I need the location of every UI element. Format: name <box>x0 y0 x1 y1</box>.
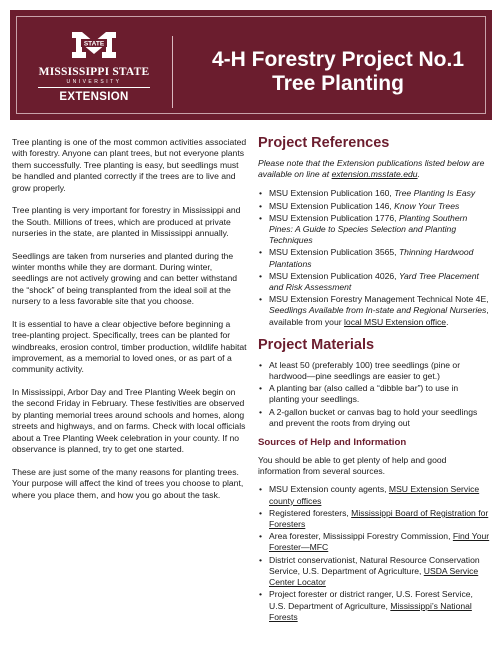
list-item: • A 2-gallon bucket or canvas bag to hold your seedlings and prevent the roots from drying out <box>258 407 490 429</box>
sources-intro: You should be able to get plenty of help and good information from several sources. <box>258 455 447 477</box>
logo-university: UNIVERSITY <box>66 79 122 85</box>
sidebar-column <box>258 134 490 631</box>
intro-column <box>12 137 248 512</box>
list-item: • MSU Extension Publication 4026, Yard Tree Placement and Risk Assessment <box>258 271 490 293</box>
sources-heading: Sources of Help and Information <box>258 437 407 449</box>
emblem-text: STATE <box>83 40 105 48</box>
list-item: • Area forester, Mississippi Forestry Commission, Find Your Forester—MFC <box>258 531 490 553</box>
list-item: • District conservationist, Natural Resource Conservation Service, U.S. Department of Agriculture, USDA Service Center Locator <box>258 555 490 589</box>
msu-extension-logo <box>26 28 166 108</box>
logo-extension: EXTENSION <box>59 91 129 103</box>
references-note: Please note that the Extension publications listed below are available on line at extension.msstate.edu. <box>258 158 485 180</box>
board-of-foresters-link[interactable]: Mississippi Board of Registration for Foresters <box>269 507 489 530</box>
title-line-1: 4-H Forestry Project No.1 <box>211 48 465 71</box>
logo-institution: MISSISSIPPI STATE <box>38 66 150 78</box>
paragraph: It is essential to have a clear objective before beginning a tree-planting project. Specifically, trees can be planted for windbreaks, erosion control, timber production, wildlife habitat improvement, as a memorial to loved ones, or as part of a community activity. <box>12 318 247 375</box>
find-forester-link[interactable]: Find Your Forester—MFC <box>269 531 490 553</box>
references-heading: Project References <box>258 135 390 151</box>
paragraph: Seedlings are taken from nurseries and planted during the winter months while they are dormant. During winter, seedlings are not actively growing and can better withstand the “shock” of being transplanted from the ideal soil at the nursery to a less favorable site that you choose. <box>12 250 238 307</box>
header-divider <box>172 36 173 108</box>
national-forests-link[interactable]: Mississippi’s National Forests <box>269 600 472 622</box>
usda-locator-link[interactable]: USDA Service Center Locator <box>269 565 479 588</box>
paragraph: In Mississippi, Arbor Day and Tree Planting Week begin on the second Friday in February. These festivities are observed by planting memorial trees around schools and homes, along streets and highways, and on farms. Check with local officials about a Tree Planting Week celebration in your county. If no observance is planned, try to get one started. <box>12 387 246 455</box>
list-item: • Project forester or district ranger, U.S. Forest Service, U.S. Department of Agriculture, Mississippi’s National Forests <box>258 589 490 623</box>
list-item: • MSU Extension Publication 160, Tree Planting Is Easy <box>258 188 490 199</box>
logo-rule <box>38 87 150 88</box>
materials-heading: Project Materials <box>258 336 375 353</box>
page-title <box>178 48 498 96</box>
list-item: • A planting bar (also called a “dibble bar”) to use in planting your seedlings. <box>258 383 490 405</box>
list-item: • At least 50 (preferably 100) tree seedlings (pine or hardwood—pine seedlings are easier to get.) <box>258 360 490 382</box>
paragraph: These are just some of the many reasons for planting trees. Your purpose will affect the kind of trees you choose to plant, where you place them, and how you go about the task. <box>12 466 244 500</box>
list-item: • MSU Extension Publication 146, Know Your Trees <box>258 201 490 212</box>
paragraph: Tree planting is one of the most common activities associated with forestry. Anyone can plant trees, but not everyone plants them successfully. Tree planting is easy, but seedlings must be handled and planted correctly if the trees are to live and grow properly. <box>12 137 247 193</box>
list-item: • MSU Extension Publication 3565, Thinning Hardwood Plantations <box>258 247 490 269</box>
list-item: • MSU Extension Forestry Management Technical Note 4E, Seedlings Available from In-state and Regional Nurseries, available from your local MSU Extension office. <box>258 294 490 328</box>
local-office-link[interactable]: local MSU Extension office <box>344 316 447 327</box>
sources-list <box>258 484 490 622</box>
paragraph: Tree planting is very important for forestry in Mississippi and the South. Millions of trees, which are produced at private nurseries in the state, are planted in Mississippi annually. <box>12 205 241 239</box>
msu-emblem-icon <box>68 28 120 60</box>
extension-site-link[interactable]: extension.msstate.edu <box>331 169 418 180</box>
header-banner <box>10 10 492 120</box>
county-offices-link[interactable]: MSU Extension Service county offices <box>269 484 480 506</box>
materials-list <box>258 360 490 429</box>
list-item: • Registered foresters, Mississippi Board of Registration for Foresters <box>258 508 490 530</box>
title-line-2: Tree Planting <box>272 72 404 95</box>
list-item: • MSU Extension county agents, MSU Extension Service county offices <box>258 484 490 506</box>
references-list <box>258 188 490 327</box>
list-item: • MSU Extension Publication 1776, Planting Southern Pines: A Guide to Species Selection and Planting Techniques <box>258 213 490 247</box>
